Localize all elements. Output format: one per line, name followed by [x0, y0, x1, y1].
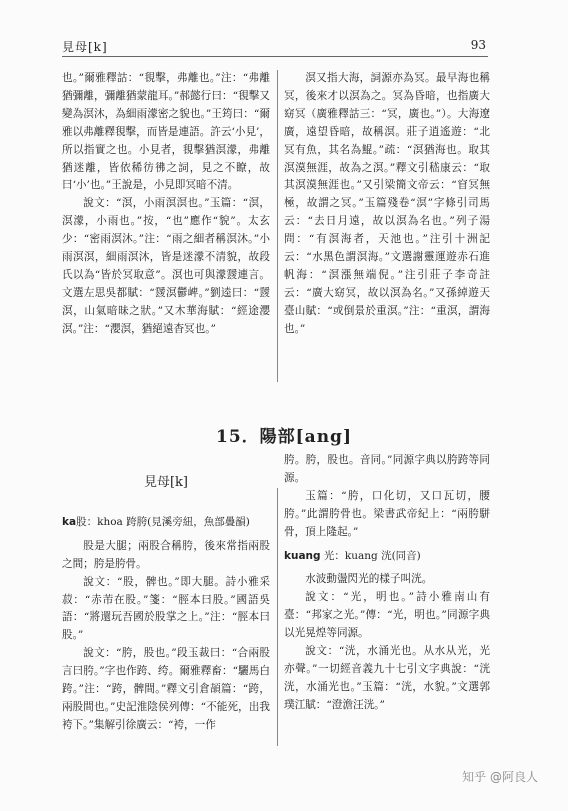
running-header: 見母[k] [62, 40, 108, 54]
entry-heading [62, 514, 270, 532]
watermark: 知乎 @阿良人 [462, 770, 538, 784]
header-rule [62, 56, 488, 57]
top-left-column [62, 70, 270, 339]
paragraph: 說文：“股，髀也。”即大腿。詩小雅采菽：“赤芾在股。”箋：“脛本曰股。”國語吳語：“將還玩吾國於股掌之上。”注：“脛本曰股。” [62, 575, 270, 642]
page-number: 93 [470, 38, 486, 52]
column-divider [277, 70, 278, 382]
paragraph: 也。”爾雅釋詁：“覒擊，弗離也。”注：“弗離猶彌離，彌離猶蒙龍耳。”郝懿行曰：“覒擊又變為溟沐，為細雨濛密之貌也。”王筠曰：“爾雅以弗離釋覒擊，而皆是連語。許云‘小見’，所以指實之也。小見者，覒擊猶溟濛，弗離猶迷離，皆依稀彷彿之詞，見之不瞭，故曰‘小’也。”王說是，小見即冥暗不清。 [62, 72, 271, 192]
column-divider [277, 488, 278, 746]
sub-heading: 見母[k] [143, 475, 189, 490]
entry-rest: 光：kuang 洸(同音) [320, 549, 421, 562]
entry-rest: 股：khoa 跨胯(見溪旁紐，魚部疊韻) [76, 515, 250, 528]
paragraph: 說文：“洸，水涌光也。从水从光，光亦聲。”一切經音義九十七引文字典說：“洸洸，水涌光也。”玉篇：“洸，水貌。”文選郭璞江賦：“澄澹汪洸。” [284, 645, 490, 711]
paragraph: 玉篇：“胯，口化切，又口瓦切，腰胯。”此謂胯骨也。梁書武帝紀上：“兩胯駢骨，頂上隆起。” [284, 489, 490, 538]
entry-latin: ka [62, 515, 77, 528]
top-right-column [284, 70, 490, 339]
bottom-right-column [284, 452, 490, 715]
bottom-left-column [62, 468, 270, 735]
paragraph: 說文：“溟，小雨溟溟也。”玉篇：“溟，溟濛，小雨也。”按，“也”應作“貌”。太玄少：“密雨溟沐。”注：“雨之細者稱溟沐。”小雨溟溟，細雨溟沐，皆是迷濛不清貌，故段氏以為“皆於冥取意”。溟也可與濛靉連言。文選左思吳都賦：“靉溟鬱崥。”劉逵曰：“靉溟，山氣暗昧之狀。”又木華海賦：“經途瀴溟。”注：“瀴溟，猶絕遠杳冥也。” [62, 197, 270, 335]
paragraph: 胯。胯，股也。音同。”同源字典以胯跨等同源。 [284, 454, 490, 484]
paragraph: 說文：“胯，股也。”段玉裁曰：“合兩股言曰胯。”字也作跨、绔。爾雅釋畜：“驪馬白跨。”注：“跨，髀間。”釋文引倉頡篇：“跨，兩股間也。”史記淮陰侯列傳：“不能死，出我袴下。”集解引徐廣云：“袴，一作 [62, 647, 270, 731]
entry-heading [284, 548, 490, 566]
paragraph: 水波動盪閃光的樣子叫洸。 [305, 573, 433, 586]
paragraph: 股是大腿；兩股合稱胯，後來常指兩股之間；胯是胯骨。 [62, 539, 270, 570]
paragraph: 說文：“光，明也。”詩小雅南山有臺：“邦家之光。”傳：“光，明也。”同源字典以光晃煌等同源。 [284, 591, 490, 640]
section-title: 15．陽部[ang] [215, 427, 352, 447]
paragraph: 溟又指大海，詞源亦為冥。最早海也稱冥，後來才以溟為之。冥為昏暗，也指廣大窈冥（廣雅釋詁三：“冥，廣也。”）。大海遼廣，遠望昏暗，故稱溟。莊子逍遙遊：“北冥有魚，其名為鯤。”疏：“溟猶海也。取其溟漠無涯，故為之溟。”釋文引嵇康云：“取其溟漠無涯也。”又引梁簡文帝云：“窅冥無極，故謂之冥。”玉篇殘卷“溟”字條引司馬云：“去日月遠，故以溟為名也。”列子湯問：“有溟海者，天池也。”注引十洲記云：“水黑色謂溟海。”文選謝靈運遊赤石進帆海：“溟漲無端倪。”注引莊子李奇註云：“廣大窈冥，故以溟為名。”又孫綽遊天臺山賦：“或倒景於重溟。”注：“重溟，謂海也。” [284, 72, 490, 335]
entry-latin: kuang [284, 549, 321, 562]
